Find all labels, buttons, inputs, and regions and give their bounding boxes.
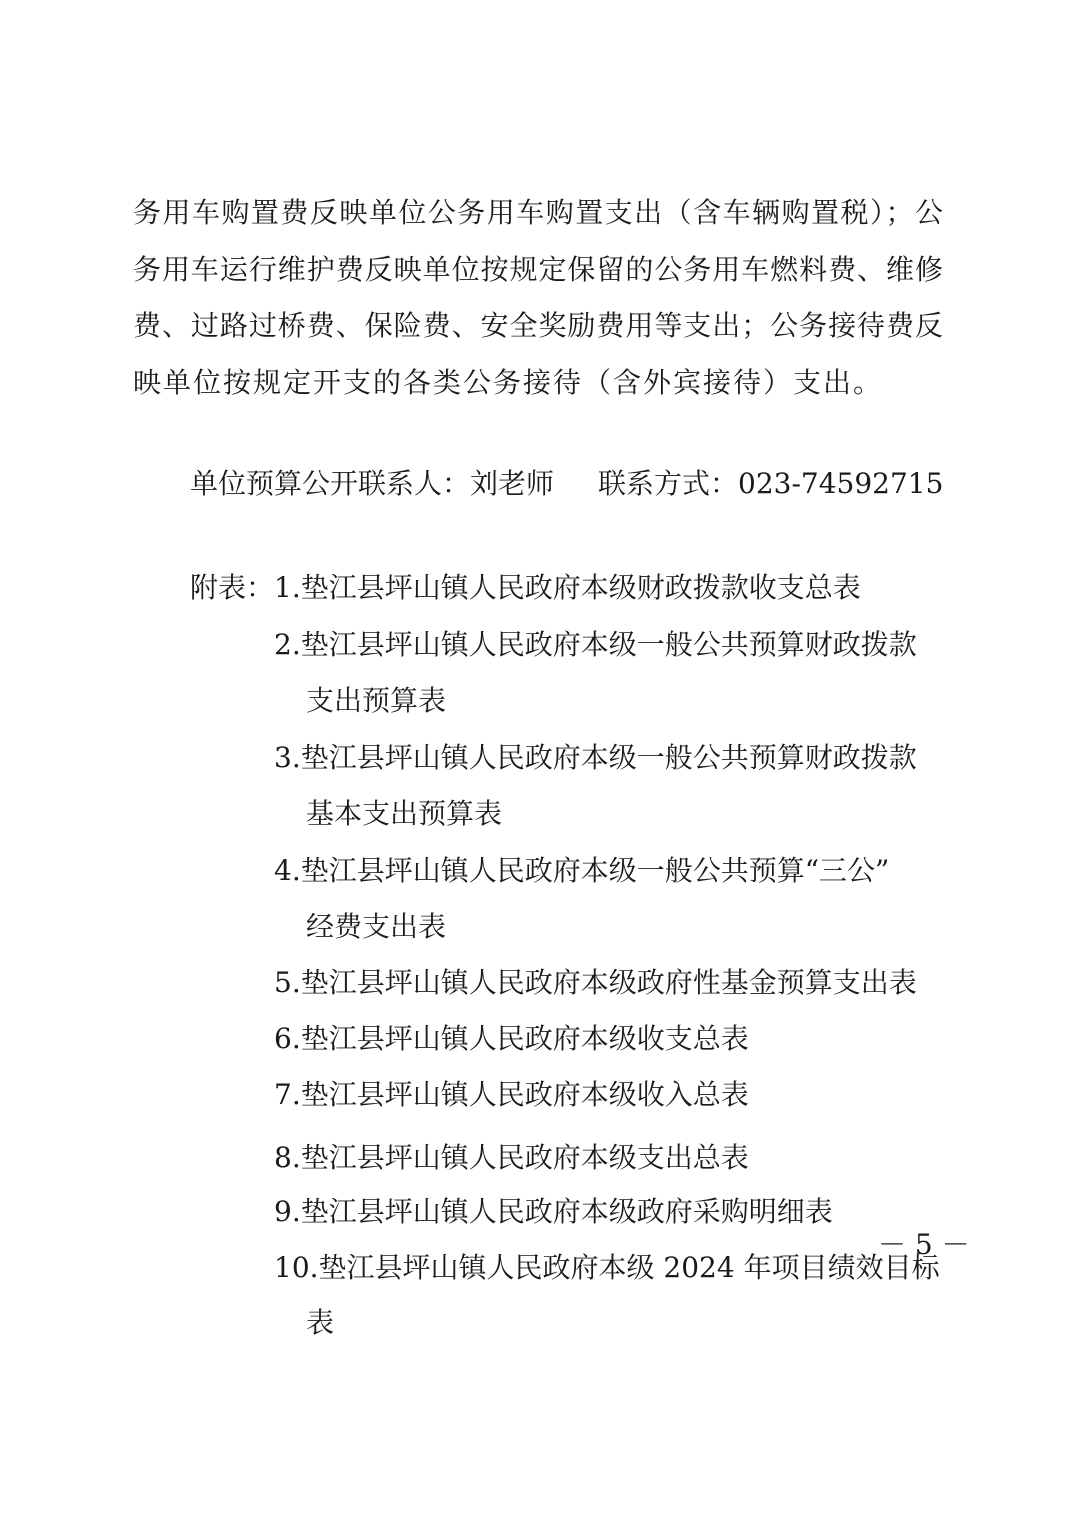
attachment-item: 8.垫江县坪山镇人民政府本级支出总表: [274, 1141, 749, 1174]
attachment-item: 1.垫江县坪山镇人民政府本级财政拨款收支总表: [274, 571, 861, 604]
attachment-label: 附表：: [190, 571, 275, 604]
attachment-item: 5.垫江县坪山镇人民政府本级政府性基金预算支出表: [274, 966, 917, 999]
attachment-item-continuation: 支出预算表: [306, 684, 447, 717]
contact-phone: 联系方式：023-74592715: [598, 467, 944, 500]
attachment-item: 4.垫江县坪山镇人民政府本级一般公共预算“三公”: [274, 854, 890, 887]
attachment-item: 9.垫江县坪山镇人民政府本级政府采购明细表: [274, 1195, 833, 1228]
attachment-item: 10.垫江县坪山镇人民政府本级 2024 年项目绩效目标: [274, 1251, 940, 1284]
attachment-item: 7.垫江县坪山镇人民政府本级收入总表: [274, 1078, 749, 1111]
paragraph-line: 费、过路过桥费、保险费、安全奖励费用等支出；公务接待费反: [133, 309, 943, 342]
attachment-item-continuation: 经费支出表: [306, 910, 447, 943]
attachment-item: 6.垫江县坪山镇人民政府本级收支总表: [274, 1022, 749, 1055]
attachment-item-continuation: 表: [306, 1306, 335, 1339]
attachment-item: 3.垫江县坪山镇人民政府本级一般公共预算财政拨款: [274, 741, 917, 774]
paragraph-line: 映单位按规定开支的各类公务接待（含外宾接待）支出。: [133, 366, 884, 399]
attachment-item-continuation: 基本支出预算表: [306, 797, 503, 830]
contact-line: [190, 464, 943, 504]
page-number: － 5 －: [878, 1228, 970, 1261]
contact-person: 单位预算公开联系人：刘老师: [190, 467, 555, 500]
paragraph-line: 务用车购置费反映单位公务用车购置支出（含车辆购置税）；公: [133, 196, 943, 229]
paragraph-line: 务用车运行维护费反映单位按规定保留的公务用车燃料费、维修: [133, 253, 943, 286]
attachment-item: 2.垫江县坪山镇人民政府本级一般公共预算财政拨款: [274, 628, 917, 661]
